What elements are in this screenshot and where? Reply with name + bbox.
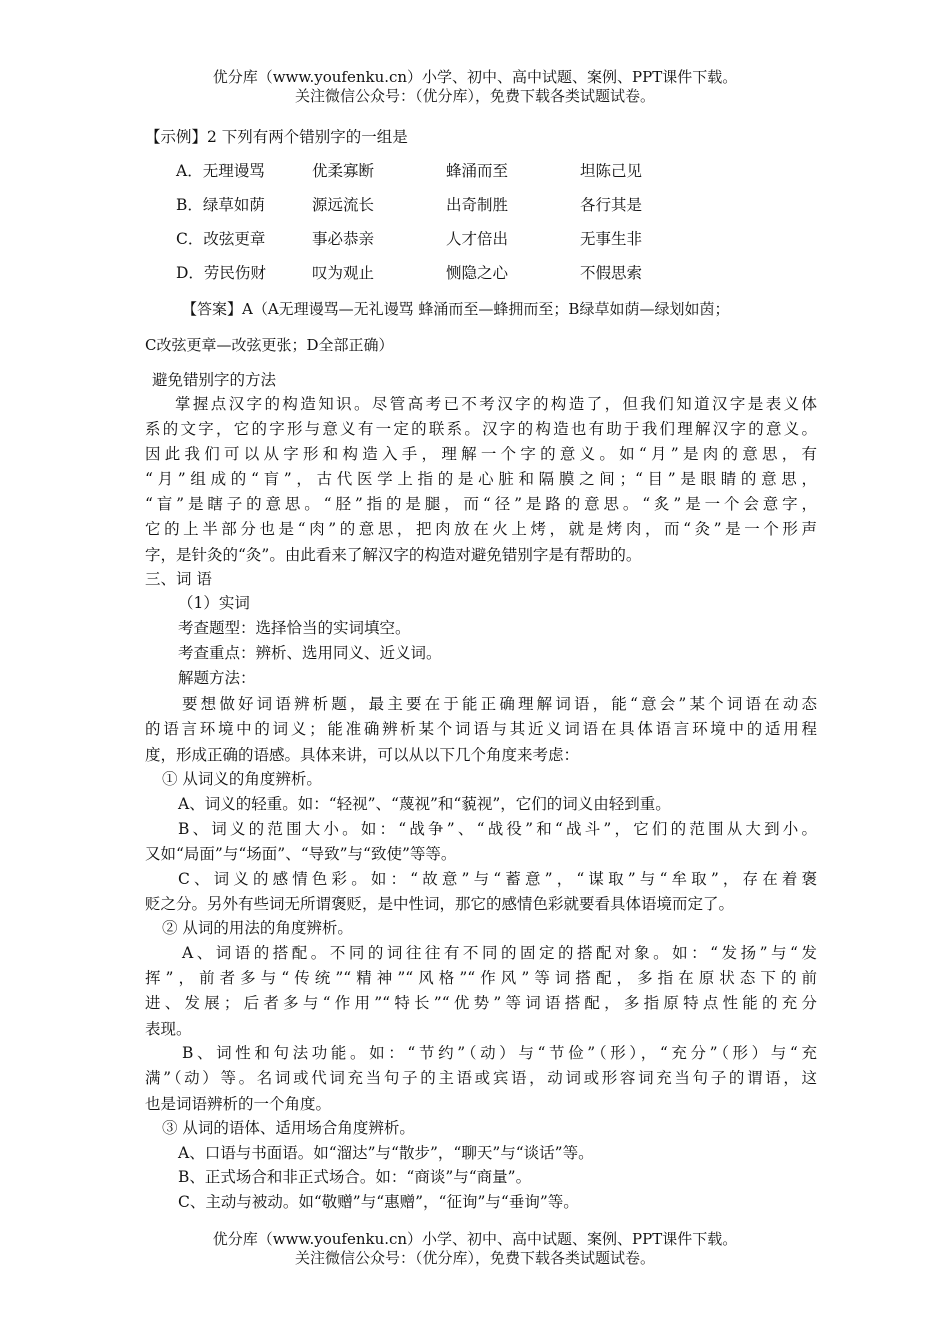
angle-3-c: C、主动与被动。如“敬赠”与“惠赠”，“征询”与“垂询”等。 [178, 1193, 579, 1211]
angle-2-b-line2: 满”（动）等。名词或代词充当句子的主语或宾语，动词或形容词充当句子的谓语，这 [145, 1069, 817, 1087]
angle-3-a: A、口语与书面语。如“溜达”与“散步”，“聊天”与“谈话”等。 [178, 1144, 594, 1162]
angle-2-a-line3: 进、发展；后者多与“作用”“特长”“优势”等词语搭配，多指原特点性能的充分 [145, 994, 817, 1012]
option-d-label: D．劳民伤财 [176, 264, 266, 282]
intro-line-1: 要想做好词语辨析题，最主要在于能正确理解词语，能“意会”某个词语在动态 [182, 695, 817, 713]
exam-type-line: 考查题型：选择恰当的实词填空。 [178, 619, 411, 637]
option-c-word3: 人才倍出 [446, 230, 509, 248]
avoid-line-2: 系的文字，它的字形与意义有一定的联系。汉字的构造也有助于我们理解汉字的意义。 [145, 420, 817, 438]
option-d-word3: 恻隐之心 [446, 264, 509, 282]
option-b-word4: 各行其是 [580, 196, 643, 214]
page-footer-line2: 关注微信公众号：（优分库），免费下载各类试题试卷。 [294, 1249, 655, 1267]
option-a-label: A．无理谩骂 [176, 162, 265, 180]
option-d-word2: 叹为观止 [312, 264, 375, 282]
option-b-label: B．绿草如荫 [176, 196, 265, 214]
page-header-line2: 关注微信公众号：（优分库），免费下载各类试题试卷。 [294, 87, 655, 105]
angle-3-title: ③ 从词的语体、适用场合角度辨析。 [162, 1119, 415, 1137]
angle-1-a: A、词义的轻重。如：“轻视”、“蔑视”和“藐视”，它们的词义由轻到重。 [178, 795, 671, 813]
angle-3-b: B、正式场合和非正式场合。如：“商谈”与“商量”。 [178, 1168, 532, 1186]
angle-1-b-line1: B、词义的范围大小。如：“战争”、“战役”和“战斗”，它们的范围从大到小。 [178, 820, 817, 838]
option-a-word3: 蜂涌而至 [446, 162, 509, 180]
exam-focus-line: 考查重点：辨析、选用同义、近义词。 [178, 644, 442, 662]
angle-1-title: ① 从词义的角度辨析。 [162, 770, 322, 788]
section-title-words: 三、词 语 [145, 570, 212, 588]
angle-2-a-line1: A、词语的搭配。不同的词往往有不同的固定的搭配对象。如：“发扬”与“发 [182, 944, 817, 962]
avoid-line-3: 因此我们可以从字形和构造入手，理解一个字的意义。如“月”是肉的意思，有 [145, 445, 817, 463]
angle-1-c-line1: C、词义的感情色彩。如：“故意”与“蓄意”，“谋取”与“牟取”，存在着褒 [178, 870, 817, 888]
answer-line2: C改弦更章—改弦更张；D全部正确） [145, 336, 394, 354]
option-c-label: C．改弦更章 [176, 230, 266, 248]
option-c-word2: 事必恭亲 [312, 230, 375, 248]
option-b-word2: 源远流长 [312, 196, 375, 214]
avoid-line-1: 掌握点汉字的构造知识。尽管高考已不考汉字的构造了，但我们知道汉字是表义体 [175, 395, 817, 413]
answer-line1: 【答案】A（A无理谩骂—无礼谩骂 蜂涌而至—蜂拥而至；B绿草如荫—绿划如茵； [182, 300, 730, 318]
avoid-line-7: 字，是针灸的“灸”。由此看来了解汉字的构造对避免错别字是有帮助的。 [145, 546, 642, 564]
avoid-line-5: “盲”是瞎子的意思。“胫”指的是腿，而“径”是路的意思。“炙”是一个会意字， [145, 495, 817, 513]
method-line: 解题方法： [178, 669, 256, 687]
intro-line-2: 的语言环境中的词义；能准确辨析某个词语与其近义词语在具体语言环境中的适用程 [145, 720, 817, 738]
angle-2-title: ② 从词的用法的角度辨析。 [162, 919, 353, 937]
avoid-line-4: “月”组成的“肓”，古代医学上指的是心脏和隔膜之间；“目”是眼睛的意思， [145, 470, 817, 488]
angle-1-b-line2: 又如“局面”与“场面”、“导致”与“致使”等等。 [145, 845, 457, 863]
option-a-word4: 坦陈己见 [580, 162, 643, 180]
angle-1-c-line2: 贬之分。另外有些词无所谓褒贬，是中性词，那它的感情色彩就要看具体语境而定了。 [145, 895, 735, 913]
option-b-word3: 出奇制胜 [446, 196, 509, 214]
example-title: 【示例】2 下列有两个错别字的一组是 [145, 128, 408, 146]
page-header-line1: 优分库（www.youfenku.cn）小学、初中、高中试题、案例、PPT课件下载。 [212, 68, 738, 86]
angle-2-a-line4: 表现。 [145, 1020, 192, 1038]
sub-title-content-words: （1）实词 [178, 594, 250, 612]
option-d-word4: 不假思索 [580, 264, 643, 282]
angle-2-b-line3: 也是词语辨析的一个角度。 [145, 1095, 332, 1113]
option-a-word2: 优柔寡断 [312, 162, 375, 180]
intro-line-3: 度，形成正确的语感。具体来讲，可以从以下几个角度来考虑： [145, 746, 580, 764]
angle-2-a-line2: 挥”，前者多与“传统”“精神”“风格”“作风”等词搭配，多指在原状态下的前 [145, 969, 817, 987]
page-footer-line1: 优分库（www.youfenku.cn）小学、初中、高中试题、案例、PPT课件下载。 [212, 1230, 738, 1248]
avoid-line-6: 它的上半部分也是“肉”的意思，把肉放在火上烤，就是烤肉，而“灸”是一个形声 [145, 520, 817, 538]
option-c-word4: 无事生非 [580, 230, 643, 248]
avoid-title: 避免错别字的方法 [152, 371, 277, 389]
angle-2-b-line1: B、词性和句法功能。如：“节约”（动）与“节俭”（形），“充分”（形）与“充 [182, 1044, 817, 1062]
